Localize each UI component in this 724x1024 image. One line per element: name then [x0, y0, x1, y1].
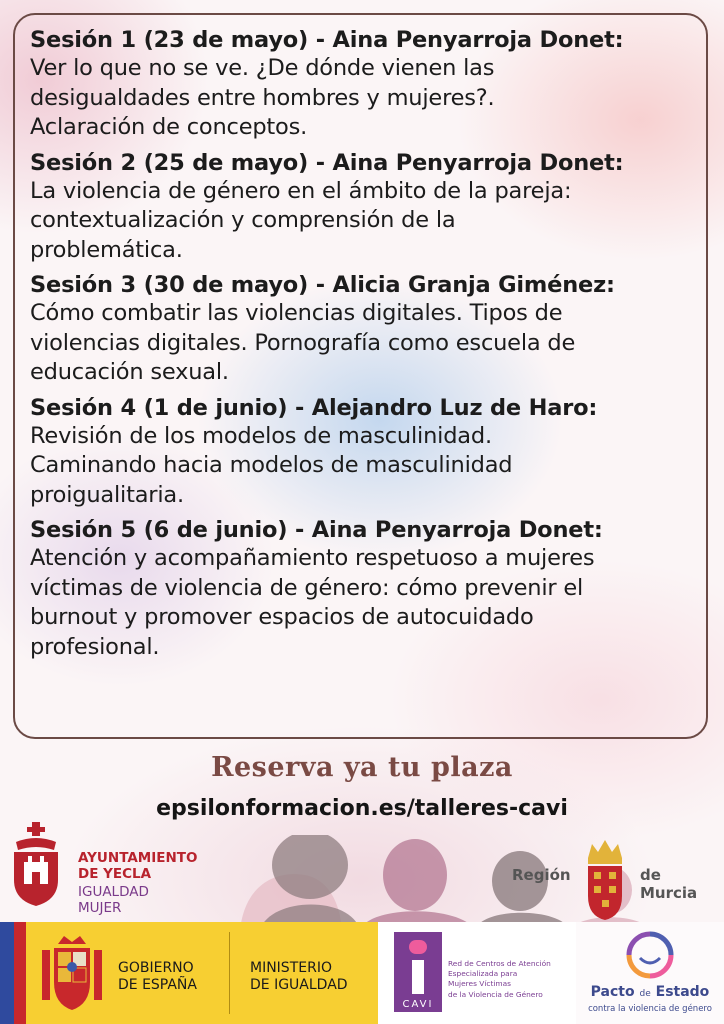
- pacto-title-de: de: [639, 989, 651, 999]
- logo-divider: [229, 932, 230, 1014]
- description-line: Ver lo que no se ve. ¿De dónde vienen las: [30, 55, 495, 81]
- description-line: víctimas de violencia de género: cómo prevenir el: [30, 574, 584, 601]
- cavi-desc-line: Especializada para: [448, 969, 518, 979]
- pacto-subtitle: contra la violencia de género: [588, 1004, 712, 1014]
- description-line: violencias digitales. Pornografía como escuela de: [30, 329, 576, 356]
- yecla-crest-icon: [10, 820, 62, 910]
- yecla-logo: [10, 820, 210, 920]
- registration-link[interactable]: epsilonformacion.es/talleres-cavi: [156, 796, 568, 821]
- cavi-mark-icon: [394, 932, 442, 1012]
- gobierno-text: [118, 960, 197, 994]
- session-heading: Sesión 2 (25 de mayo) - Aina Penyarroja Donet:: [30, 149, 624, 176]
- session-description: [30, 54, 692, 143]
- description-line: profesional.: [30, 633, 160, 660]
- cavi-desc-line: Mujeres Víctimas: [448, 979, 511, 989]
- reserve-heading: Reserva ya tu plaza: [211, 752, 513, 783]
- session-1: [30, 27, 692, 143]
- sponsor-footer: [0, 922, 724, 1024]
- session-3: [30, 272, 692, 388]
- session-2: [30, 150, 692, 266]
- ministerio-text: [250, 960, 348, 994]
- yecla-line: DE YECLA: [78, 866, 152, 882]
- cavi-logo: [378, 922, 576, 1024]
- description-line: proigualitaria.: [30, 481, 184, 508]
- gobierno-line: DE ESPAÑA: [118, 977, 197, 993]
- murcia-text-left: Región: [512, 866, 571, 884]
- description-line: Caminando hacia modelos de masculinidad: [30, 452, 513, 478]
- session-heading: Sesión 1 (23 de mayo) - Aina Penyarroja Donet:: [30, 27, 624, 53]
- spain-coat-of-arms-icon: [40, 932, 104, 1014]
- murcia-crest-icon: [582, 838, 628, 922]
- description-line: educación sexual.: [30, 359, 229, 385]
- spain-flag-strip: [14, 922, 26, 1024]
- pacto-title: [576, 984, 724, 1000]
- session-5: [30, 517, 692, 662]
- ministerio-line: MINISTERIO: [250, 960, 332, 976]
- pacto-circle-icon: [624, 930, 676, 980]
- session-description: [30, 422, 692, 511]
- eu-flag-icon: [0, 922, 14, 1024]
- description-line: La violencia de género en el ámbito de la pareja:: [30, 177, 572, 204]
- region-murcia-logo: [510, 838, 720, 922]
- cavi-desc-line: Red de Centros de Atención: [448, 959, 551, 968]
- yecla-name: [78, 850, 197, 882]
- session-4: [30, 395, 692, 511]
- yecla-line: MUJER: [78, 900, 122, 916]
- session-heading: Sesión 4 (1 de junio) - Alejandro Luz de Haro:: [30, 394, 598, 421]
- pacto-title-main: Pacto: [590, 984, 635, 1000]
- description-line: Cómo combatir las violencias digitales. Tipos de: [30, 300, 563, 326]
- murcia-text-right: de Murcia: [640, 866, 698, 902]
- description-line: problemática.: [30, 236, 183, 263]
- session-description: [30, 544, 692, 662]
- cavi-word: CAVI: [402, 999, 434, 1010]
- sessions-box: [13, 13, 708, 739]
- session-description: [30, 177, 692, 266]
- pacto-estado-logo: [576, 922, 724, 1024]
- description-line: Atención y acompañamiento respetuoso a mujeres: [30, 545, 595, 571]
- description-line: Revisión de los modelos de masculinidad.: [30, 422, 492, 449]
- session-heading: Sesión 3 (30 de mayo) - Alicia Granja Giménez:: [30, 272, 615, 298]
- description-line: Aclaración de conceptos.: [30, 114, 308, 140]
- description-line: burnout y promover espacios de autocuidado: [30, 604, 534, 630]
- cavi-desc-line: de la Violencia de Género: [448, 989, 543, 999]
- description-line: contextualización y comprensión de la: [30, 207, 456, 233]
- gobierno-line: GOBIERNO: [118, 960, 194, 976]
- yecla-department: [78, 884, 149, 916]
- session-description: [30, 299, 692, 388]
- yecla-line: AYUNTAMIENTO: [78, 850, 198, 866]
- ministerio-line: DE IGUALDAD: [250, 977, 348, 993]
- gobierno-espana-logo: [0, 922, 378, 1024]
- cavi-description: [448, 959, 551, 1000]
- description-line: desigualdades entre hombres y mujeres?.: [30, 84, 495, 111]
- session-heading: Sesión 5 (6 de junio) - Aina Penyarroja Donet:: [30, 517, 603, 543]
- yecla-line: IGUALDAD: [78, 884, 149, 900]
- pacto-title-end: Estado: [655, 984, 710, 1000]
